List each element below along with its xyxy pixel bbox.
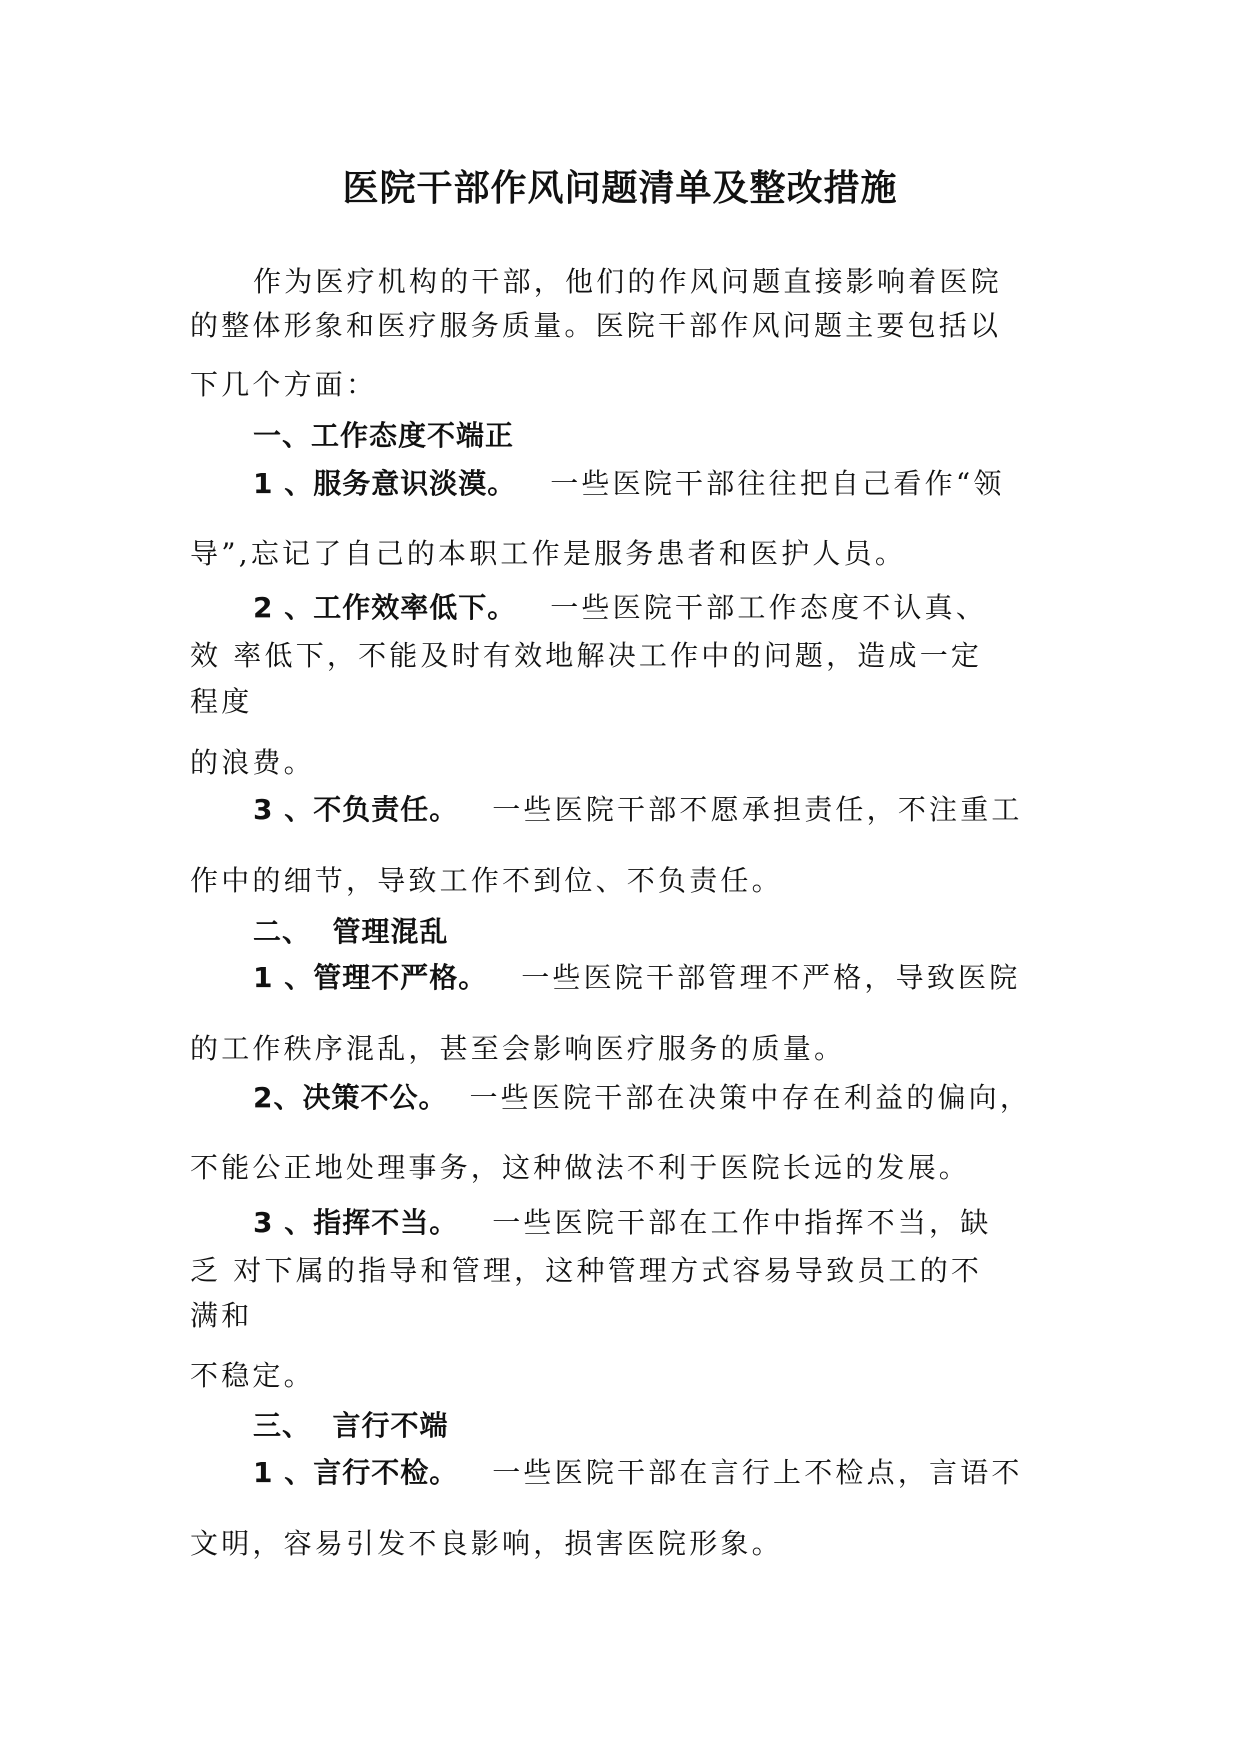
item-lead: 3 、不负责任。 (253, 793, 459, 826)
item-text: 一些医院干部管理不严格，导致医院 (521, 961, 1021, 994)
intro-line-1: 作为医疗机构的干部，他们的作风问题直接影响着医院 (253, 265, 1002, 298)
item-text: 一些医院干部不愿承担责任，不注重工 (492, 793, 1023, 826)
section-2-item-3-cont-1: 乏 对下属的指导和管理，这种管理方式容易导致员工的不 (190, 1254, 983, 1287)
section-2-item-3-cont-2: 满和 (190, 1299, 253, 1332)
intro-line-2: 的整体形象和医疗服务质量。医院干部作风问题主要包括以 (190, 309, 1002, 342)
item-lead: 1 、言行不检。 (253, 1456, 459, 1489)
section-1-heading: 一、工作态度不端正 (253, 419, 515, 452)
section-1-item-3-cont: 作中的细节，导致工作不到位、不负责任。 (190, 864, 783, 897)
document-title: 医院干部作风问题清单及整改措施 (342, 168, 898, 209)
section-3-heading: 三、 言行不端 (253, 1409, 449, 1442)
section-2-item-2 (253, 1078, 1031, 1118)
item-text: 一些医院干部工作态度不认真、 (550, 591, 988, 624)
section-2-item-3 (253, 1203, 991, 1243)
section-2-item-1-cont: 的工作秩序混乱，甚至会影响医疗服务的质量。 (190, 1032, 846, 1065)
section-1-item-1-cont: 导”,忘记了自己的本职工作是服务患者和医护人员。 (190, 537, 907, 570)
section-2-item-3-cont-3: 不稳定。 (190, 1359, 315, 1392)
item-lead: 1 、服务意识淡漠。 (253, 467, 517, 500)
item-lead: 1 、管理不严格。 (253, 961, 488, 994)
intro-line-3: 下几个方面： (190, 368, 378, 401)
section-1-item-2-cont-1: 效 率低下，不能及时有效地解决工作中的问题，造成一定 (190, 639, 983, 672)
item-lead: 2 、工作效率低下。 (253, 591, 517, 624)
section-2-heading: 二、 管理混乱 (253, 915, 449, 948)
item-text: 一些医院干部在言行上不检点，言语不 (492, 1456, 1023, 1489)
section-2-item-2-cont: 不能公正地处理事务，这种做法不利于医院长远的发展。 (190, 1151, 971, 1184)
item-text: 一些医院干部在工作中指挥不当，缺 (492, 1206, 992, 1239)
section-3-item-1-cont: 文明，容易引发不良影响，损害医院形象。 (190, 1527, 783, 1560)
section-2-item-1 (253, 958, 1020, 998)
section-1-item-2-cont-3: 的浪费。 (190, 746, 315, 779)
item-text: 一些医院干部往往把自己看作“领 (550, 467, 1005, 500)
section-1-item-3 (253, 790, 1023, 830)
section-1-item-1 (253, 464, 1005, 504)
item-lead: 2、决策不公。 (253, 1081, 448, 1114)
section-1-item-2-cont-2: 程度 (190, 685, 253, 718)
item-lead: 3 、指挥不当。 (253, 1206, 459, 1239)
section-3-item-1 (253, 1453, 1023, 1493)
section-1-item-2 (253, 588, 987, 628)
item-text: 一些医院干部在决策中存在利益的偏向， (469, 1081, 1032, 1114)
